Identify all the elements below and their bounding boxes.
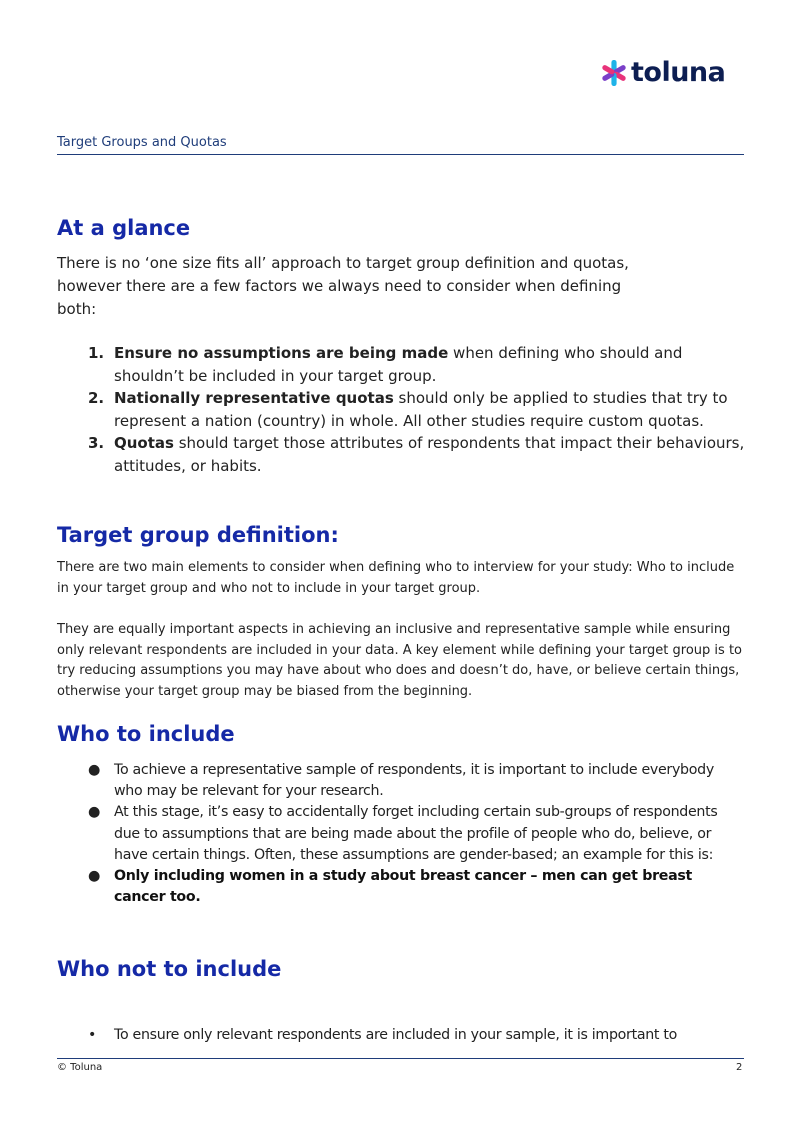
heading-target-group-definition: Target group definition:: [57, 523, 339, 547]
item-text: should only be applied to studies that try to represent a nation (country) in whole. All other studies require custom quotas.: [114, 389, 728, 430]
include-bullet-list: [88, 760, 738, 908]
heading-who-not-to-include: Who not to include: [57, 957, 282, 981]
heading-at-a-glance: At a glance: [57, 216, 191, 240]
intro-line: both:: [57, 300, 97, 318]
heading-who-to-include: Who to include: [57, 722, 235, 746]
intro-line: There is no ‘one size fits all’ approach to target group definition and quotas,: [57, 254, 629, 272]
bullet-icon: ●: [88, 762, 101, 778]
target-group-paragraph-1: There are two main elements to consider when defining who to interview for your study: Who to include in your target group and who not to include in your target group.: [57, 560, 735, 596]
logo-text: toluna: [631, 57, 726, 88]
bullet-icon: ●: [88, 868, 101, 885]
list-item: [88, 866, 738, 908]
item-bold-text: Nationally representative quotas: [114, 389, 394, 407]
bullet-text-bold: Only including women in a study about breast cancer – men can get breast cancer too.: [114, 868, 692, 906]
toluna-asterisk-icon: [601, 60, 627, 86]
item-number: 1.: [88, 344, 105, 362]
header-divider: [57, 154, 744, 155]
list-item: [88, 1027, 677, 1043]
item-bold-text: Ensure no assumptions are being made: [114, 344, 449, 362]
footer-divider: [57, 1058, 744, 1059]
list-item: [88, 802, 738, 866]
item-text: when defining who should and shouldn’t be included in your target group.: [114, 344, 683, 385]
footer-copyright: © Toluna: [57, 1062, 103, 1073]
bullet-icon: •: [88, 1027, 97, 1043]
list-item: [88, 760, 738, 802]
factor-item: [88, 387, 748, 432]
item-number: 2.: [88, 389, 105, 407]
item-bold-text: Quotas: [114, 434, 174, 452]
item-number: 3.: [88, 434, 105, 452]
factor-item: [88, 342, 748, 387]
factor-item: [88, 432, 748, 477]
bullet-text: At this stage, it’s easy to accidentally forget including certain sub-groups of respondents due to assumptions that are being made about the profile of people who do, believe, or have certain things. Often, these assumptions are gender-based; an example for this is:: [114, 804, 718, 863]
bullet-text: To achieve a representative sample of respondents, it is important to include everybody who may be relevant for your research.: [114, 762, 714, 800]
toluna-logo: [601, 58, 725, 88]
intro-line: however there are a few factors we always need to consider when defining: [57, 277, 622, 295]
page-number: 2: [736, 1062, 743, 1073]
item-text: should target those attributes of respondents that impact their behaviours, attitudes, or habits.: [114, 434, 745, 475]
intro-paragraph: [57, 252, 629, 321]
factors-list: [88, 342, 748, 477]
bullet-icon: ●: [88, 804, 101, 821]
target-group-paragraph-2: They are equally important aspects in achieving an inclusive and representative sample while ensuring only relevant respondents are included in your data. A key element while defining your target group is to try reducing assumptions you may have about who does and doesn’t do, have, or believe certain things, otherwise your target group may be biased from the beginning.: [57, 622, 742, 699]
document-header-title: Target Groups and Quotas: [57, 135, 227, 150]
bullet-text: To ensure only relevant respondents are included in your sample, it is important to: [114, 1027, 678, 1043]
